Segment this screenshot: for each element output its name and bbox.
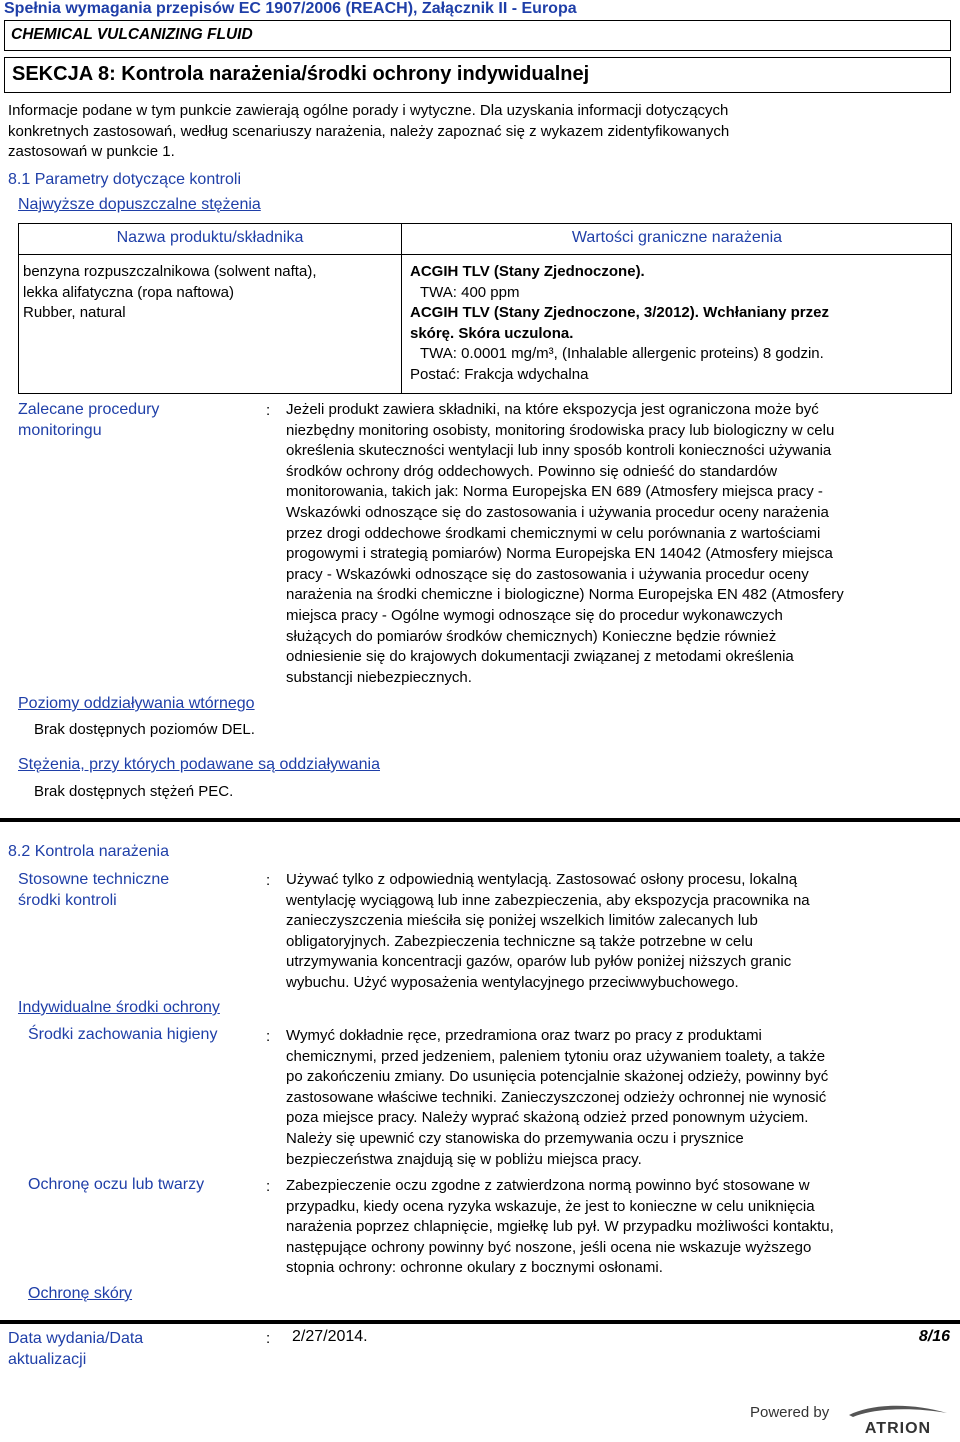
logo-swoosh — [849, 1406, 947, 1417]
dnel-heading: Poziomy oddziaływania wtórnego — [18, 695, 255, 712]
text-line: chemicznymi, przed jedzeniem, paleniem tytoniu oraz używaniem toalety, a także — [286, 1047, 826, 1065]
text-line: substancji niebezpiecznych. — [286, 668, 472, 686]
engineering-label-line: Stosowne techniczne — [18, 871, 170, 888]
limit-line: TWA: 400 ppm — [420, 283, 520, 301]
issue-date-value: 2/27/2014. — [292, 1328, 368, 1345]
engineering-controls-label — [18, 870, 169, 911]
text-line: Wymyć dokładnie ręce, przedramiona oraz twarz po pracy z produktami — [286, 1027, 762, 1044]
text-line: środków ochrony dróg oddechowych. Powinno się odnieść do standardów — [286, 462, 778, 480]
footer-divider — [0, 1320, 960, 1324]
date-label-line: aktualizacji — [8, 1351, 87, 1368]
text-line: progowymi i strategią pomiarów) Norma Europejska EN 14042 (Atmosfery miejsca — [286, 545, 833, 563]
text-line: poza miejsce pracy. Należy wyprać skażoną odzież przed ponownym użyciem. — [286, 1109, 809, 1127]
oel-heading: Najwyższe dopuszczalne stężenia — [18, 196, 261, 213]
section-title-box — [4, 57, 951, 93]
hygiene-colon: : — [266, 1028, 271, 1045]
limit-line: Postać: Frakcja wdychalna — [410, 365, 589, 383]
text-line: obligatoryjnych. Zabezpieczenia techniczne są także potrzebne w celu — [286, 932, 753, 950]
document-header-title: Spełnia wymagania przepisów EC 1907/2006 (REACH), Załącznik II - Europa — [4, 0, 577, 17]
text-line: przez drogi oddechowe środkami chemicznymi w celu porównania z wartościami — [286, 524, 821, 542]
limit-line: ACGIH TLV (Stany Zjednoczone). — [410, 263, 645, 280]
powered-by-text: Powered by — [750, 1404, 830, 1421]
monitoring-label-line: Zalecane procedury — [18, 401, 160, 418]
text-line: niezbędny monitoring osobisty, monitoring środowiska pracy lub biologiczny w celu — [286, 421, 835, 439]
monitoring-label — [18, 400, 159, 441]
dnel-value: Brak dostępnych poziomów DEL. — [34, 721, 255, 738]
exposure-limits-table — [18, 223, 952, 394]
monitoring-label-line: monitoringu — [18, 421, 102, 439]
text-line: wybuchu. Użyć wyposażenia wentylacyjnego przeciwwybuchowego. — [286, 973, 739, 991]
table-cell-substance — [23, 262, 393, 324]
hygiene-text — [286, 1026, 946, 1170]
ppe-heading: Indywidualne środki ochrony — [18, 999, 220, 1016]
limit-line: skórę. Skóra uczulona. — [410, 324, 574, 342]
text-line: służących do pomiarów środków chemicznych) Konieczne będzie również — [286, 627, 777, 645]
product-name-box — [4, 20, 951, 51]
subsection-8-2-heading: 8.2 Kontrola narażenia — [8, 843, 169, 860]
text-line: pracy - Wskazówki odnoszące się do zastosowania i używania procedur oceny — [286, 565, 809, 583]
subsection-8-1-heading: 8.1 Parametry dotyczące kontroli — [8, 171, 241, 188]
pnec-heading: Stężenia, przy których podawane są oddziaływania — [18, 756, 380, 773]
table-column-divider — [401, 224, 402, 393]
substance-line: benzyna rozpuszczalnikowa (solwent nafta), — [23, 263, 317, 280]
eye-protection-label: Ochronę oczu lub twarzy — [28, 1176, 205, 1193]
page-number: 8/16 — [918, 1328, 950, 1345]
monitoring-colon: : — [266, 402, 271, 419]
logo-text: ATRION — [864, 1420, 932, 1437]
text-line: wentylację wyciągową lub inne zabezpieczenia, aby ekspozycja pracownika na — [286, 891, 810, 909]
text-line: przypadku, kiedy ocena ryzyka wskazuje, że jest to konieczne w celu uniknięcia — [286, 1197, 815, 1215]
eye-colon: : — [266, 1178, 271, 1195]
intro-line: konkretnych zastosowań, według scenariuszy narażenia, należy zapoznać się z wykazem zidentyfikowanych — [8, 122, 730, 140]
text-line: Zabezpieczenie oczu zgodne z zatwierdzona normą powinno być stosowane w — [286, 1177, 810, 1194]
limit-line: ACGIH TLV (Stany Zjednoczone, 3/2012). Wchłaniany przez — [410, 304, 829, 322]
text-line: Wskazówki odnoszące się do zastosowania i używania procedur oceny narażenia — [286, 503, 829, 521]
text-line: określenia skuteczności wentylacji lub inny sposób kontroli konieczności używania — [286, 442, 832, 460]
text-line: Używać tylko z odpowiednią wentylacją. Zastosować osłony procesu, lokalną — [286, 871, 798, 888]
table-header-product: Nazwa produktu/składnika — [116, 229, 304, 246]
section-intro — [8, 101, 953, 163]
limit-line: TWA: 0.0001 mg/m³, (Inhalable allergenic proteins) 8 godzin. — [420, 345, 824, 363]
date-label-line: Data wydania/Data — [8, 1330, 144, 1347]
hygiene-label: Środki zachowania higieny — [28, 1026, 218, 1043]
monitoring-text — [286, 400, 946, 688]
text-line: Jeżeli produkt zawiera składniki, na które ekspozycja jest ograniczona może być — [286, 401, 819, 418]
table-header-divider — [19, 254, 951, 255]
date-colon: : — [266, 1330, 271, 1347]
text-line: Należy się upewnić czy stanowiska do przemywania oczu i prysznice — [286, 1129, 744, 1147]
eye-protection-text — [286, 1176, 946, 1279]
engineering-colon: : — [266, 872, 271, 889]
text-line: monitorowania, takich jak: Norma Europejska EN 689 (Atmosfery miejsca pracy - — [286, 483, 823, 501]
section-title: SEKCJA 8: Kontrola narażenia/środki ochrony indywidualnej — [12, 63, 590, 85]
text-line: zanieczyszczenia mieściła się poniżej wszelkich limitów zalecanych lub — [286, 912, 758, 930]
text-line: bezpieczeństwa znajdują się w pobliżu miejsca pracy. — [286, 1150, 642, 1168]
intro-line: zastosowań w punkcie 1. — [8, 143, 175, 161]
text-line: narażenia poprzez chlapnięcie, mgiełkę lub pył. W przypadku możliwości kontaktu, — [286, 1218, 834, 1236]
issue-date-label — [8, 1328, 143, 1370]
section-divider — [0, 818, 960, 822]
text-line: zastosowane właściwe techniki. Zanieczyszczonej odzieży ochronnej nie wynosić — [286, 1088, 827, 1106]
intro-line: Informacje podane w tym punkcie zawierają ogólne porady i wytyczne. Dla uzyskania informacji dotyczących — [8, 102, 729, 119]
substance-line: Rubber, natural — [23, 304, 126, 322]
product-name: CHEMICAL VULCANIZING FLUID — [11, 26, 253, 43]
skin-protection-label: Ochronę skóry — [28, 1285, 133, 1302]
pnec-value: Brak dostępnych stężeń PEC. — [34, 783, 234, 800]
engineering-controls-text — [286, 870, 946, 994]
text-line: stopnia ochrony: ochronne okulary z bocznymi osłonami. — [286, 1259, 663, 1277]
text-line: po zakończeniu zmiany. Do usunięcia potencjalnie skażonej odzieży, powinny być — [286, 1068, 829, 1086]
text-line: odniesienie się do krajowych dokumentacji związanej z metodami określenia — [286, 648, 794, 666]
atrion-logo — [843, 1401, 953, 1437]
text-line: narażenia na środki chemiczne i biologiczne) Norma Europejska EN 482 (Atmosfery — [286, 586, 844, 604]
text-line: następujące ochrony powinny być noszone, jeśli ocena nie wskazuje wyższego — [286, 1238, 812, 1256]
table-header-limits: Wartości graniczne narażenia — [571, 229, 783, 246]
engineering-label-line: środki kontroli — [18, 891, 117, 909]
table-cell-limits — [410, 262, 950, 386]
text-line: miejsca pracy - Ogólne wymogi odnoszące się do procedur wykonawczych — [286, 606, 783, 624]
substance-line: lekka alifatyczna (ropa naftowa) — [23, 283, 234, 301]
text-line: utrzymywania koncentracji gazów, oparów lub pyłów poniżej niższych granic — [286, 953, 792, 971]
